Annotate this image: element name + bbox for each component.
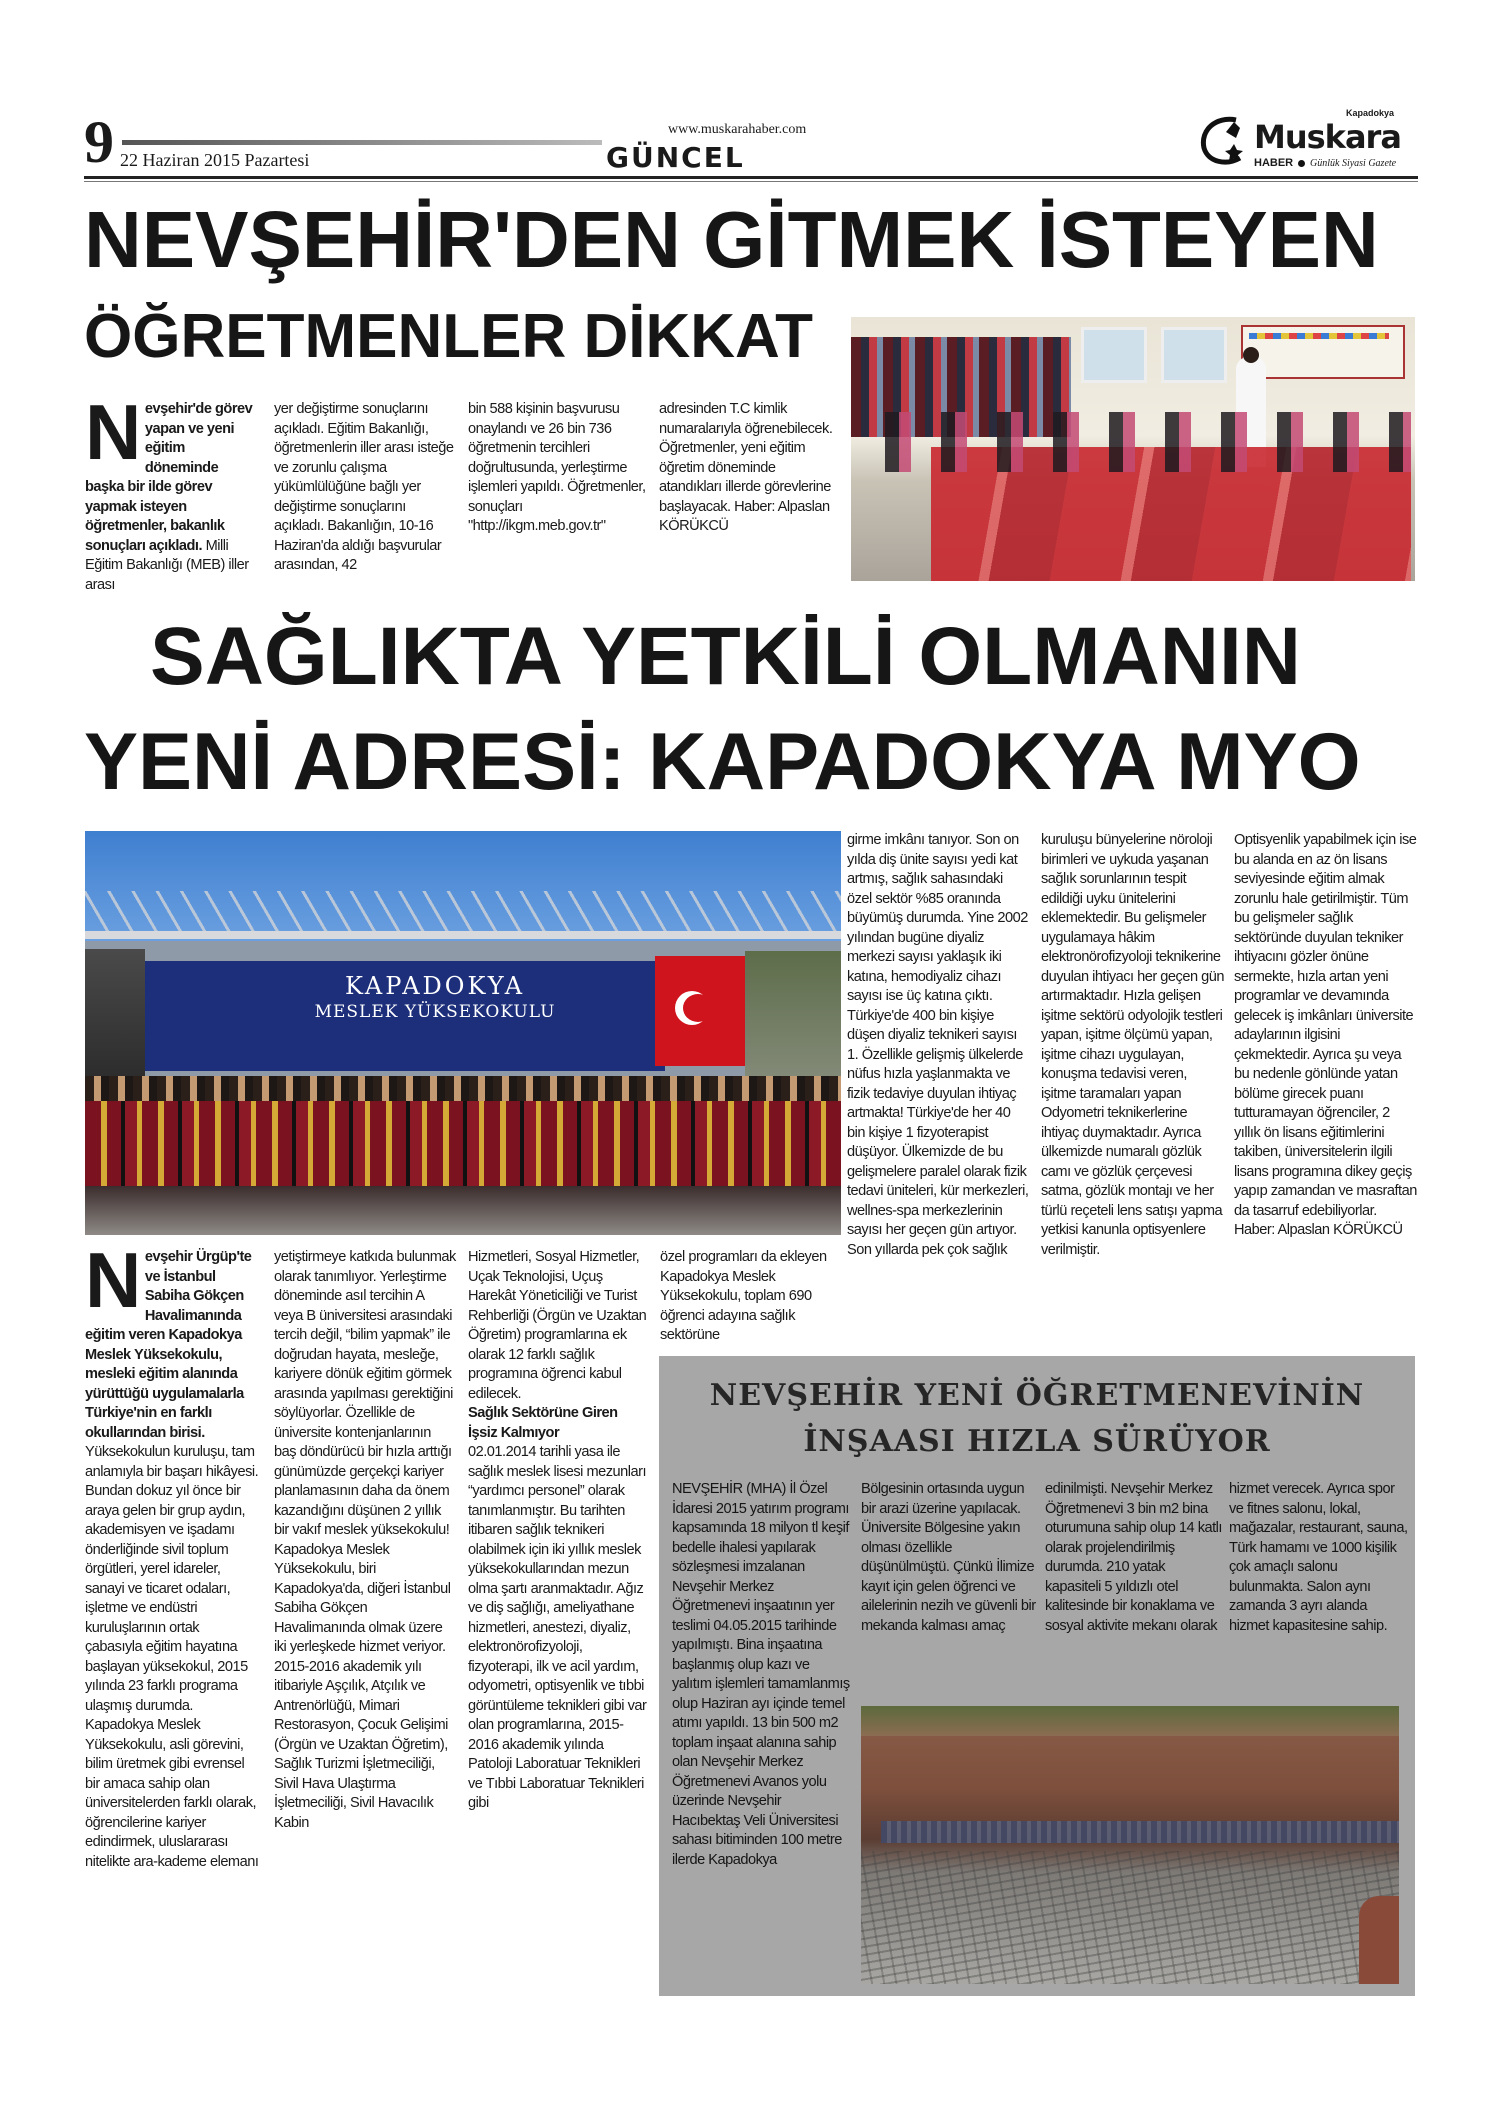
muskara-logo: [1196, 108, 1418, 174]
article3-box: [659, 1356, 1415, 1996]
header-divider-thin: [84, 181, 1418, 182]
article2-column-2: yetiştirmeye katkıda bulunmak olarak tanımlıyor. Yerleştirme döneminde asıl tercihin A veya B üniversitesi arasındaki tercih değil, “bilim yapmak” ile doğrudan hayata, mesleğe, kariyere dönük eğitim görmek arasında yapılması gerektiğini söylüyorlar. Özellikle de üniversite kontenjanlarının baş döndürücü bir hızla arttığı günümüzde gerçekçi kariyer planlamasının daha da önem kazandığını düşünen 2 yıllık bir vakıf meslek yüksekokulu! Kapadokya Meslek Yüksekokulu, biri Kapadokya'da, diğeri İstanbul Sabiha Gökçen Havalimanında olmak üzere iki yerleşkede hizmet veriyor. 2015-2016 akademik yılı itibariyle Aşçılık, Atçılık ve Antrenörlüğü, Mimari Restorasyon, Çocuk Gelişimi (Örgün ve Uzaktan Öğretim), Sağlık Turizmi İşletmeciliği, Sivil Hava Ulaştırma İşletmeciliği, Sivil Havacılık Kabin: [274, 1249, 456, 1831]
article2-subhead: Sağlık Sektörüne Giren İşsiz Kalmıyor: [468, 1405, 618, 1441]
dropcap: N: [85, 388, 141, 476]
article2-text: Hizmetleri, Sosyal Hizmetler, Uçak Teknolojisi, Uçuş Harekât Yöneticiliği ve Turist Rehberliği (Örgün ve Uzaktan Öğretim) programlarına ek olarak 12 farklı sağlık programına öğrenci kabul edilecek.: [468, 1249, 647, 1402]
graduation-photo: [85, 831, 841, 1235]
logo-dot: [1298, 160, 1305, 167]
article3-column-3: edinilmişti. Nevşehir Merkez Öğretmenevi 3 bin m2 bina oturumuna sahip olup 14 katlı olarak projelendirilmiş durumda. 210 yatak kapasiteli 5 yıldızlı otel kalitesinde bir konaklama ve sosyal aktivite mekanı olarak: [1045, 1481, 1222, 1634]
article2-headline-line1: SAĞLIKTA YETKİLİ OLMANIN: [150, 611, 1302, 702]
article1-column-3: bin 588 kişinin başvurusu onaylandı ve 26 bin 736 öğretmenin tercihleri doğrultusunda, yerleştirme işlemleri yapıldı. Öğretmenler, sonuçları "http://ikgm.meb.gov.tr": [468, 401, 646, 534]
turkish-flag: [655, 956, 745, 1066]
article1-text: Milli Eğitim Bakanlığı (MEB) iller arası: [85, 537, 249, 593]
article1-column-4: adresinden T.C kimlik numaralarıyla öğrenebilecek. Öğretmenler, yeni eğitim öğretim döneminde atandıkları illerde görevlerine başlayacak. Haber: Alpaslan KÖRÜKCÜ: [659, 401, 833, 534]
horse-emblem-icon: [1196, 112, 1256, 168]
article2-column-6: kuruluşu bünyelerine nöroloji birimleri ve uykuda yaşanan sağlık sorunlarının tespit edildiği uyku ünitelerini eklemektedir. Bu gelişmeler uygulamaya hâkim elektronörofizyoloji teknikerine duyulan ihtiyacı her geçen gün artırmaktadır. Hızla gelişen işitme sektörü odyolojik testleri yapan, işitme ölçümü yapan, işitme cihazı uygulayan, konuşma tedavisi veren, işitme taramaları yapan Odyometri teknikerlerine ihtiyaç duymaktadır. Ayrıca ülkemizde numaralı gözlük camı ve gözlük çerçevesi satma, gözlük montajı ve her türlü reçeteli lens satışı yapma yetkisi kanunla optisyenlere verilmiştir.: [1041, 832, 1224, 1258]
logo-slogan: Günlük Siyasi Gazete: [1310, 158, 1397, 169]
article1-headline-line1: NEVŞEHİR'DEN GİTMEK İSTEYEN: [84, 195, 1379, 284]
article3-column-4: hizmet verecek. Ayrıca spor ve fitnes salonu, lokal, mağazalar, restaurant, sauna, Türk hamamı ve 1000 kişilik çok amaçlı salonu bulunmakta. Salon aynı zamanda 3 ayrı alanda hizmet kapasitesine sahip.: [1229, 1481, 1408, 1634]
logo-sub: HABER: [1254, 157, 1294, 169]
banner-line-2: MESLEK YÜKSEKOKULU: [314, 1002, 556, 1022]
article3-headline-line1: NEVŞEHİR YENİ ÖĞRETMENEVİNİN: [709, 1378, 1365, 1413]
article2-text: Yüksekokulun kuruluşu, tam anlamıyla bir başarı hikâyesi. Bundan dokuz yıl önce bir araya gelen bir grup aydın, akademisyen ve işadamı önderliğinde sivil toplum örgütleri, yerel idareler, sanayi ve ticaret odaları, işletme ve endüstri kuruluşlarının ortak çabasıyla eğitim hayatına başlayan yüksekokul, 2015 yılında 23 farklı programa ulaşmış durumda. Kapadokya Meslek Yüksekokulu, asli görevini, bilim üretmek gibi evrensel bir amaca sahip olan üniversitelerden farklı olarak, öğrencilerine kariyer edindirmek, uluslararası nitelikte ara-kademe elemanı: [85, 1444, 259, 1870]
article2-column-7: Optisyenlik yapabilmek için ise bu alanda en az ön lisans seviyesinde eğitim almak zorunlu hale getirilmiştir. Tüm bu gelişmeler sağlık sektöründe duyulan tekniker ihtiyacını gözler önüne sermekte, hızla artan yeni programlar ve devamında gelecek iş imkânları üniversite adaylarının ilgisini çekmektedir. Ayrıca şu veya bu nedenle gönlünde yatan bölüme girecek puanı tutturamayan öğrenciler, 2 yıllık ön lisans eğitimlerini takiben, üniversitelerin ilgili lisans programına dikey geçiş yapıp zamandan ve masraftan da tasarruf edebiliyorlar. Haber: Alpaslan KÖRÜKCÜ: [1234, 832, 1417, 1238]
website-url: www.muskarahaber.com: [668, 122, 807, 137]
article2-column-5: girme imkânı tanıyor. Son on yılda diş ünite sayısı yedi kat artmış, sağlık sahasındaki özel sektör %85 oranında büyümüş durumda. Yine 2002 yılından bugüne diyaliz merkezi sayısı yaklaşık iki katına, hemodiyaliz cihazı sayısı ise üç katına çıktı. Türkiye'de 400 bin kişiye düşen diyaliz teknikeri sayısı 1. Özellikle gelişmiş ülkelerde nüfus hızla yaşlanmakta ve fizik tedaviye duyulan ihtiyaç artmakta! Türkiye'de her 40 bin kişiye 1 fizyoterapist düşüyor. Ülkemizde de bu gelişmelere paralel olarak fizik tedavi üniteleri, kür merkezleri, wellnes-spa merkezlerinin sayısı her geçen gün artıyor. Son yıllarda pek çok sağlık: [847, 832, 1029, 1258]
logo-region: Kapadokya: [1346, 108, 1395, 118]
banner-title: [275, 971, 595, 1023]
article1-column-1: [85, 388, 259, 595]
dropcap: N: [85, 1236, 141, 1324]
article3-headline-line2: İNŞAASI HIZLA SÜRÜYOR: [803, 1424, 1271, 1459]
header-rule: [122, 140, 602, 145]
article2-column-4: özel programları da ekleyen Kapadokya Meslek Yüksekokulu, toplam 690 öğrenci adayına sağlık sektörüne: [660, 1249, 827, 1343]
classroom-photo: [851, 317, 1415, 581]
article3-column-1: NEVŞEHİR (MHA) İl Özel İdaresi 2015 yatırım programı kapsamında 18 milyon tl keşif bedelle ihalesi yapılarak sözleşmesi imzalanan Nevşehir Merkez Öğretmenevi inşaatının yer teslimi 04.05.2015 tarihinde yapılmıştı. Bina inşaatına başlanmış olup kazı ve yalıtım işlemleri tamamlanmış olup Haziran ayı içinde temel atımı yapıldı. 13 bin 500 m2 toplam inşaat alanına sahip olan Nevşehir Merkez Öğretmenevi Avanos yolu üzerinde Nevşehir Hacıbektaş Veli Üniversitesi sahası bitiminden 100 metre ilerde Kapadokya: [672, 1481, 850, 1868]
article2-text: 02.01.2014 tarihli yasa ile sağlık meslek lisesi mezunları “yardımcı personel” olarak tanımlanmıştır. Bu tarihten itibaren sağlık teknikeri olabilmek için iki yıllık meslek yüksekokullarından mezun olma şartı aranmaktadır. Ağız ve diş sağlığı, ameliyathane hizmetleri, anestezi, diyaliz, elektronörofizyoloji, fizyoterapi, ilk ve acil yardım, odyometri, optisyenlik ve tıbbi görüntüleme teknikleri gibi var olan programlarına, 2015-2016 akademik yılında Patoloji Laboratuar Teknikleri ve Tıbbi Laboratuar Teknikleri gibi: [468, 1444, 647, 1811]
section-name: GÜNCEL: [606, 141, 745, 174]
article3-column-2: Bölgesinin ortasında uygun bir arazi üzerine yapılacak. Üniversite Bölgesine yakın olması özellikle düşünülmüştü. Çünkü İlimize kayıt için gelen öğrenci ve ailelerinin nezih ve güvenli bir mekanda kalması amaç: [861, 1481, 1036, 1634]
article1-headline-line2: ÖĞRETMENLER DİKKAT: [84, 302, 814, 371]
article2-lead: evşehir Ürgüp'te ve İstanbul Sabiha Gökçen Havalimanında eğitim veren Kapadokya Meslek Yüksekokulu, mesleki eğitim alanında yürüttüğü uygulamalarla Türkiye'nin en farklı okullarından birisi.: [85, 1249, 252, 1441]
article2-column-1: [85, 1236, 259, 1872]
header-divider: [84, 176, 1418, 179]
construction-site-photo: [861, 1706, 1399, 1984]
article2-column-3: [468, 1248, 648, 1814]
article1-column-2: yer değiştirme sonuçlarını açıkladı. Eğitim Bakanlığı, öğretmenlerin iller arası isteğe ve zorunlu çalışma yükümlülüğüne bağlı yer değiştirme sonuçlarını açıkladı. Bakanlığın, 10-16 Haziran'da aldığı başvurular arasından, 42: [274, 401, 454, 573]
logo-name: Muskara: [1254, 118, 1401, 156]
issue-date: 22 Haziran 2015 Pazartesi: [120, 150, 310, 170]
article1-lead: evşehir'de görev yapan ve yeni eğitim döneminde başka bir ilde görev yapmak isteyen öğretmenler, bakanlık sonuçları açıkladı.: [85, 401, 253, 554]
article2-headline-line2: YENİ ADRESİ: KAPADOKYA MYO: [84, 717, 1361, 807]
banner-line-1: KAPADOKYA: [344, 972, 526, 1000]
page-number: 9: [84, 109, 114, 175]
